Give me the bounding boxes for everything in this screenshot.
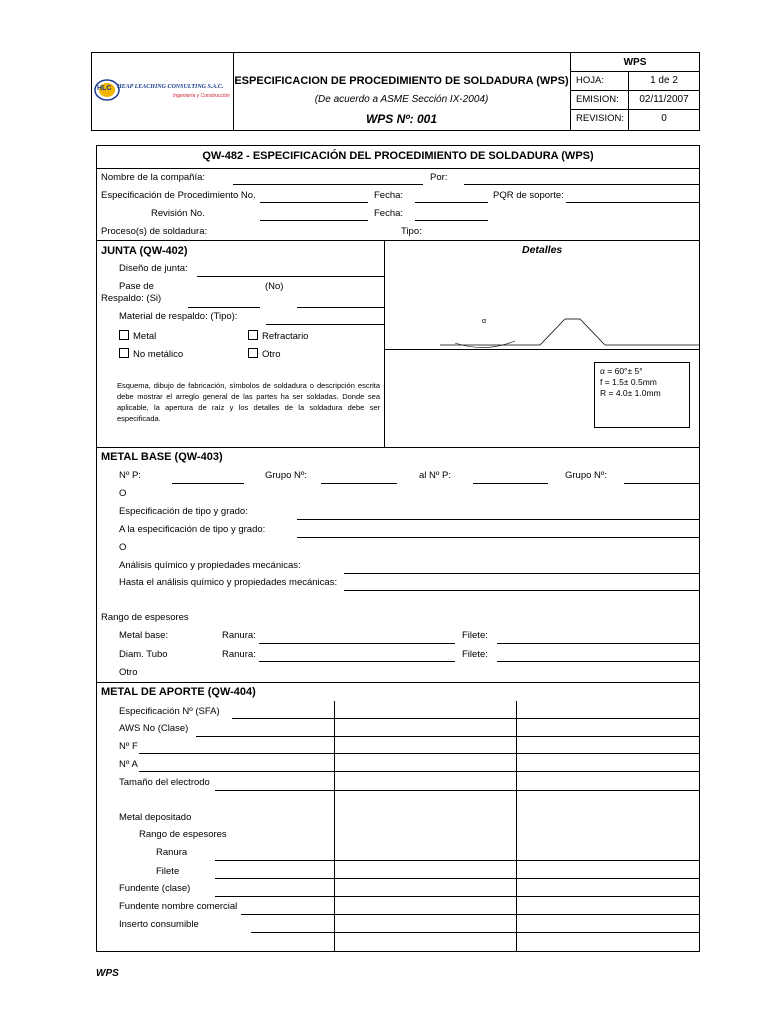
junta-divider [384, 240, 385, 448]
np-field[interactable] [172, 483, 244, 484]
aporte-row-label: Inserto consumible [119, 919, 199, 930]
company-field[interactable] [233, 184, 423, 185]
material-respaldo-field[interactable] [266, 324, 384, 325]
no-metalico-option[interactable] [119, 348, 183, 361]
refractario-option-label: Refractario [262, 331, 309, 342]
logo-tagline: Ingeniería y Construcción [173, 93, 230, 99]
junta-title: JUNTA (QW-402) [101, 245, 188, 257]
joint-diagram [440, 305, 700, 365]
alpha-tolerance: α = 60°± 5° [600, 366, 643, 376]
junta-rule [96, 240, 700, 241]
refractario-option[interactable] [248, 330, 308, 343]
revision-no-label: Revisión No. [151, 208, 205, 219]
metal-checkbox[interactable] [119, 330, 129, 340]
diagram-alpha-label: α [482, 318, 487, 325]
revision-value: 0 [661, 113, 667, 124]
filete2-label: Filete: [462, 649, 488, 660]
aporte-row-label: Metal depositado [119, 812, 192, 823]
grupo2-field[interactable] [624, 483, 700, 484]
footer-text: WPS [96, 968, 119, 979]
emision-value: 02/11/2007 [639, 94, 689, 105]
aporte-row-field[interactable] [232, 718, 700, 719]
bevel-left-line [540, 319, 565, 345]
metal-base-title: METAL BASE (QW-403) [101, 451, 223, 463]
pqr-label: PQR de soporte: [493, 190, 564, 201]
metal-option[interactable] [119, 330, 156, 343]
process-label: Proceso(s) de soldadura: [101, 226, 208, 237]
aporte-row-field[interactable] [215, 790, 700, 791]
no-metalico-checkbox[interactable] [119, 348, 129, 358]
header-rule [570, 109, 700, 110]
aporte-row-field[interactable] [215, 860, 700, 861]
aporte-row-field[interactable] [139, 771, 700, 772]
por-label: Por: [430, 172, 448, 183]
respaldo-no-field[interactable] [297, 307, 384, 308]
no-label: (No) [265, 281, 284, 292]
diam-tubo-label: Diam. Tubo [119, 649, 168, 660]
por-field[interactable] [464, 184, 700, 185]
form-title-rule [96, 168, 700, 169]
aporte-row-label: Especificación Nº (SFA) [119, 706, 220, 717]
aporte-row-label: AWS No (Clase) [119, 723, 189, 734]
hoja-label: HOJA: [576, 75, 604, 86]
header-rule [570, 71, 700, 72]
otro-option-label: Otro [262, 349, 281, 360]
material-respaldo-label: Material de respaldo: (Tipo): [119, 311, 238, 322]
bevel-right-line [580, 319, 605, 345]
aporte-row-label: Filete [156, 866, 180, 877]
np-label: Nº P: [119, 470, 141, 481]
hasta-field[interactable] [344, 590, 700, 591]
metal-base-label: Metal base: [119, 630, 169, 641]
aporte-row-label: Fundente nombre comercial [119, 901, 238, 912]
analisis-field[interactable] [344, 573, 700, 574]
otro-label: Otro [119, 667, 138, 678]
r-tolerance: R = 4.0± 1.0mm [600, 388, 661, 398]
header-rule [570, 90, 700, 91]
al-np-field[interactable] [473, 483, 548, 484]
aporte-row-field[interactable] [215, 896, 700, 897]
document-title: ESPECIFICACION DE PROCEDIMIENTO DE SOLDADURA (WPS) [234, 75, 569, 87]
aporte-row-label: Rango de espesores [139, 829, 227, 840]
aporte-row-label: Tamaño del electrodo [119, 777, 210, 788]
grupo-label: Grupo Nº: [265, 470, 308, 481]
metal-option-label: Metal [133, 331, 157, 342]
logo-company-name: HEAP LEACHING CONSULTING S.A.C. [117, 84, 224, 90]
ranura-field[interactable] [259, 643, 455, 644]
spec-tipo-field[interactable] [297, 519, 700, 520]
fecha-field[interactable] [415, 202, 488, 203]
analisis-label: Análisis químico y propiedades mecánicas: [119, 560, 301, 571]
tipo-label: Tipo: [401, 226, 422, 237]
document-subtitle: (De acuerdo a ASME Sección IX-2004) [314, 94, 489, 105]
revision-label: REVISION: [576, 113, 625, 124]
fecha2-field[interactable] [415, 220, 488, 221]
wps-number: WPS Nº: 001 [365, 112, 438, 126]
filete2-field[interactable] [497, 661, 700, 662]
rango-label: Rango de espesores [101, 612, 189, 623]
spec-field[interactable] [260, 202, 368, 203]
a-spec-field[interactable] [297, 537, 700, 538]
detalles-title: Detalles [522, 244, 563, 256]
pase-de-label: Pase de [119, 281, 154, 292]
respaldo-label: Respaldo: (Si) [101, 293, 162, 304]
aporte-row-field[interactable] [139, 753, 700, 754]
pqr-field[interactable] [566, 202, 700, 203]
no-metalico-option-label: No metálico [133, 349, 184, 360]
grupo2-label: Grupo Nº: [565, 470, 608, 481]
detalles-rule [384, 349, 700, 350]
aporte-row-label: Fundente (clase) [119, 883, 191, 894]
hasta-label: Hasta el análisis químico y propiedades mecánicas: [119, 577, 338, 588]
spec-tipo-label: Especificación de tipo y grado: [119, 506, 248, 517]
aporte-row-field[interactable] [241, 914, 700, 915]
respaldo-si-field[interactable] [188, 307, 260, 308]
diseno-label: Diseño de junta: [119, 263, 188, 274]
wps-label: WPS [623, 57, 647, 68]
refractario-checkbox[interactable] [248, 330, 258, 340]
company-logo [93, 78, 231, 102]
logo-mark-text: HLC [97, 85, 112, 92]
metal-aporte-rule [96, 682, 700, 683]
f-tolerance: f = 1.5± 0.5mm [600, 377, 657, 387]
metal-base-rule [96, 447, 700, 448]
otro-option[interactable] [248, 348, 280, 361]
spec-label: Especificación de Procedimiento No. [101, 190, 256, 201]
o1-label: O [119, 488, 127, 499]
aporte-row-field[interactable] [196, 736, 700, 737]
aporte-row-label: Nº F [119, 741, 138, 752]
ranura2-label: Ranura: [222, 649, 256, 660]
filete-field[interactable] [497, 643, 700, 644]
aporte-row-field[interactable] [215, 878, 700, 879]
o2-label: O [119, 542, 127, 553]
revision-no-field[interactable] [260, 220, 368, 221]
grupo-field[interactable] [321, 483, 397, 484]
diseno-field[interactable] [197, 276, 384, 277]
angle-arc [455, 341, 515, 348]
filete-label: Filete: [462, 630, 488, 641]
a-spec-label: A la especificación de tipo y grado: [119, 524, 266, 535]
form-title: QW-482 - ESPECIFICACIÓN DEL PROCEDIMIENTO DE SOLDADURA (WPS) [202, 150, 594, 162]
junta-note: Esquema, dibujo de fabricación, símbolos de soldadura o descripción escrita debe mostrar el arreglo general de las partes ha ser soldadas. Donde sea aplicable, la apertura de raíz y los detalles de la soldadura debe ser especificada. [117, 381, 380, 423]
aporte-row-label: Ranura [156, 847, 188, 858]
al-np-label: al Nº P: [419, 470, 451, 481]
fecha-label: Fecha: [374, 190, 404, 201]
aporte-row-label: Nº A [119, 759, 138, 770]
hoja-value: 1 de 2 [650, 75, 678, 86]
metal-aporte-title: METAL DE APORTE (QW-404) [101, 686, 256, 698]
ranura-label: Ranura: [222, 630, 256, 641]
company-label: Nombre de la compañía: [101, 172, 206, 183]
ranura2-field[interactable] [259, 661, 455, 662]
fecha2-label: Fecha: [374, 208, 404, 219]
otro-checkbox[interactable] [248, 348, 258, 358]
emision-label: EMISION: [576, 94, 619, 105]
aporte-row-field[interactable] [251, 932, 700, 933]
